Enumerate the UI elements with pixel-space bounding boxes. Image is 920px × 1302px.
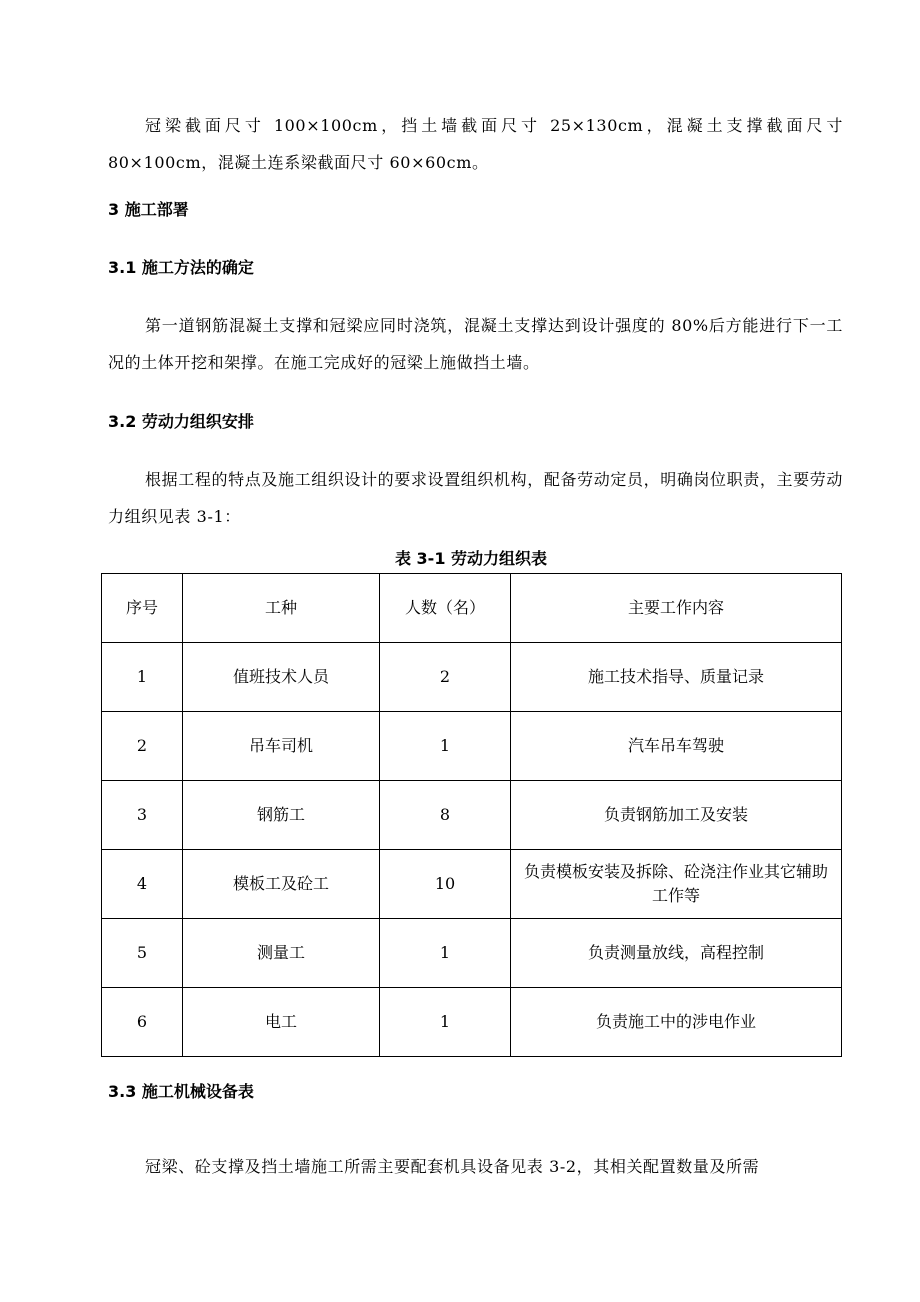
header-trade: 工种 [183,574,380,643]
table-row [102,781,842,850]
cell-index: 5 [102,919,183,988]
cell-trade: 值班技术人员 [183,643,380,712]
paragraph-construction-method: 第一道钢筋混凝土支撑和冠梁应同时浇筑，混凝土支撑达到设计强度的 80%后方能进行下一工况的土体开挖和架撑。在施工完成好的冠梁上施做挡土墙。 [108,316,843,372]
table-row [102,988,842,1057]
cell-headcount: 2 [380,643,511,712]
cell-index: 3 [102,781,183,850]
cell-headcount: 8 [380,781,511,850]
table-caption: 表 3-1 劳动力组织表 [394,549,548,568]
labor-organization-table [101,573,842,1057]
heading-labor-organization: 3.2 劳动力组织安排 [108,412,254,431]
cell-index: 4 [102,850,183,919]
table-row [102,919,842,988]
table-row [102,850,842,919]
header-main-duties: 主要工作内容 [511,574,842,643]
heading-construction-method: 3.1 施工方法的确定 [108,258,254,277]
cell-duties: 施工技术指导、质量记录 [511,643,842,712]
cell-headcount: 1 [380,919,511,988]
cell-headcount: 1 [380,712,511,781]
table-row [102,643,842,712]
cell-duties: 负责钢筋加工及安装 [511,781,842,850]
cell-trade: 钢筋工 [183,781,380,850]
cell-duties: 负责测量放线，高程控制 [511,919,842,988]
cell-duties: 负责模板安装及拆除、砼浇注作业其它辅助工作等 [511,850,842,919]
heading-construction-deployment: 3 施工部署 [108,200,189,219]
cell-trade: 模板工及砼工 [183,850,380,919]
cell-trade: 电工 [183,988,380,1057]
table-header-row [102,574,842,643]
paragraph-labor-organization: 根据工程的特点及施工组织设计的要求设置组织机构，配备劳动定员，明确岗位职责，主要劳动力组织见表 3-1： [108,470,843,526]
header-headcount: 人数（名） [380,574,511,643]
cell-duties: 负责施工中的涉电作业 [511,988,842,1057]
cell-index: 1 [102,643,183,712]
cell-trade: 吊车司机 [183,712,380,781]
header-index: 序号 [102,574,183,643]
cell-index: 2 [102,712,183,781]
table-row [102,712,842,781]
cell-index: 6 [102,988,183,1057]
paragraph-section-dimensions: 冠梁截面尺寸 100×100cm，挡土墙截面尺寸 25×130cm，混凝土支撑截面尺寸 80×100cm，混凝土连系梁截面尺寸 60×60cm。 [108,116,843,172]
cell-headcount: 1 [380,988,511,1057]
cell-headcount: 10 [380,850,511,919]
cell-duties: 汽车吊车驾驶 [511,712,842,781]
heading-equipment-list: 3.3 施工机械设备表 [108,1082,254,1101]
cell-trade: 测量工 [183,919,380,988]
paragraph-equipment-list: 冠梁、砼支撑及挡土墙施工所需主要配套机具设备见表 3-2，其相关配置数量及所需 [145,1157,760,1176]
